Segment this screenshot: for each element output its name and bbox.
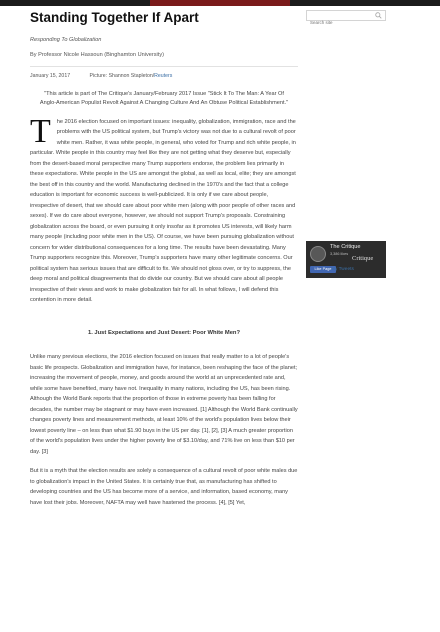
search-box xyxy=(306,10,386,21)
article-title: Standing Together If Apart xyxy=(30,10,199,25)
sidebar xyxy=(306,10,386,21)
my-tweets-link[interactable]: My Tweets xyxy=(331,267,354,272)
like-page-button[interactable]: Like Page xyxy=(310,266,336,273)
picture-source-link[interactable]: Reuters xyxy=(154,73,173,79)
paragraph: But it is a myth that the election results are solely a consequence of a cultural revolt of poor white males due to globalization's impact in the United States. It is certainly true that, as manufacturing has shifted to developing countries and the US has become more of a service, and information, based economy, many have lost their jobs. Moreover, NAFTA may well have hastened the process. [4], [5] Yet, xyxy=(30,468,298,506)
widget-title[interactable]: The Critique xyxy=(330,244,361,250)
article-author: By Professor Nicole Hassoun (Binghamton University) xyxy=(30,52,164,58)
widget-likes: 3,386 likes xyxy=(330,252,349,256)
site-header-bar xyxy=(0,0,440,6)
paragraph-text: he 2016 election focused on important issues: inequality, globalization, immigration, race and the problems with the US political system, but Trump's victory was not due to a cultural revolt of poor white men. Rather, it was white people, in general, who voted for Trump and rich white people, in particular. White people in this country may feel like they are not getting what they deserve but, especially from the desert-based moral perspective many Trump supporters endorse, the problem lies primarily in these expectations. White people in the US are amongst the global, as well as local, elite; they are amongst the best off in this country and the world. Manufacturing declined in the 1970's and the fact that a college education is important for economic success is well-publicized. It is only if we care about people, irrespective of desert, that we should care about poor white men (along with poor people of other races and sexes). If we do care about everyone, however, we should not support Trump's proposals. Constraining globalization across the board, or even pursuing it only insofar as it promotes US interests, will likely harm many people (including poor white men in the US). Of course, we have been pursuing globalization without concern for wider distributional consequences for a long time. The results have been devastating. Many Trump supporters recognize this. Moreover, Trump's supporters have many other legitimate concerns. Our political system has serious issues that are difficult to fix. We should not gloss over, or try to suppress, the deep moral and political disagreements that do divide our country. But we should care about all people irrespective of their views and work to make globalization fair for all. In what follows, I will defend this contention in more detail. xyxy=(30,118,296,304)
section-heading: 1. Just Expectations and Just Desert: Poor White Men? xyxy=(87,329,241,336)
article xyxy=(30,10,298,517)
paragraph: Unlike many previous elections, the 2016 election focused on issues that really matter to a lot of people's basic life prospects. Globalization and immigration have, for instance, been reshaping the face of the planet; increasing the movement of people, money, and goods around the world at an unprecedented rate and, while some have benefited, many have not. Inequality in many nations, including the US, has been rising. Although the World Bank reports that the proportion of those in extreme poverty has been falling for decades, the number may be stagnant or may have even increased. [1] Although the World Bank continually changes poverty lines and measurement methods, at least 10% of the world's population lives below their lowest poverty line – on less than what $1.90 buys in the US per day. [1], [2], [3] A much greater proportion of the world's population lives under the higher poverty line of $3.10/day, and 71% live on less than $10 per day. [3] xyxy=(30,354,298,455)
critique-logo-icon xyxy=(310,246,326,262)
search-input[interactable] xyxy=(307,18,374,27)
paragraph xyxy=(30,112,298,306)
drop-cap: T xyxy=(30,112,51,150)
article-category[interactable]: Responding To Globalization xyxy=(30,37,102,43)
header-accent-image xyxy=(150,0,290,6)
search-icon[interactable] xyxy=(375,12,382,19)
picture-label: Picture: xyxy=(89,73,108,79)
divider xyxy=(30,66,298,67)
article-meta xyxy=(30,73,298,79)
issue-quote: "This article is part of The Critique's January/February 2017 Issue "Stick It To The Man: A Year Of Anglo-American Populist Revolt Against A Changing Culture And An Obtuse Political Establishment." xyxy=(39,91,289,106)
widget-brand-name: Critique xyxy=(352,255,374,262)
article-date: January 15, 2017 xyxy=(30,73,71,79)
facebook-page-widget[interactable] xyxy=(306,241,386,278)
article-body xyxy=(30,112,298,509)
picture-credit: Shannon Stapleton/ xyxy=(108,73,155,79)
